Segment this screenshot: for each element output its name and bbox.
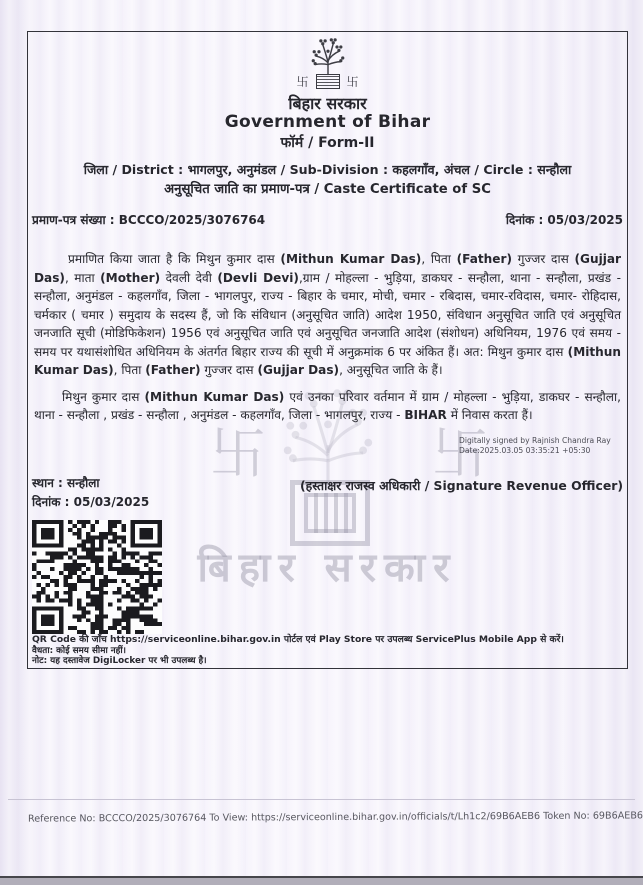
revenue-officer-signature-line: (हस्ताक्षर राजस्व अधिकारी / Signature Revenue Officer) [300,478,623,493]
certificate-title: अनुसूचित जाति का प्रमाण-पत्र / Caste Certificate of SC [164,182,491,197]
digital-signature-signer: Digitally signed by Rajnish Chandra Ray [459,436,611,445]
digital-signature-date: Date:2025.03.05 03:35:21 +05:30 [459,446,591,455]
watermark-swastika-left-icon: 卐 [210,422,266,487]
certificate-paragraph-2: मिथुन कुमार दास (Mithun Kumar Das) एवं उनका परिवार वर्तमान में ग्राम / मोहल्ला - भुड़िया, डाकघर - सन्हौला, थाना - सन्हौला , प्रखंड - सन्हौला , अनुमंडल - कहलगाँव, जिला - भागलपुर, राज्य - BIHAR में निवास करता हैं। [34,389,621,422]
qr-verification-note: QR Code की जाँच https://serviceonline.bihar.gov.in पोर्टल एवं Play Store पर उपलब्ध ServicePlus Mobile App से करें। [32,634,564,645]
emblem-swastika-left-icon: 卐 [296,74,309,89]
place-line: स्थान : सन्हौला [32,476,100,490]
district-subdivision-circle-line: जिला / District : भागलपुर, अनुमंडल / Sub-Division : कहलगाँव, अंचल / Circle : सन्हौला [83,162,572,177]
emblem-swastika-right-icon: 卐 [346,74,359,89]
government-title-english: Government of Bihar [224,112,431,132]
reference-separator-line [8,799,635,800]
certificate-number: प्रमाण-पत्र संख्या : BCCCO/2025/3076764 [32,213,266,227]
certificate-body [34,250,621,425]
certificate-paragraph-1: प्रमाणित किया जाता है कि मिथुन कुमार दास (Mithun Kumar Das), पिता (Father) गुज्जर दास (Gujjar Das), माता (Mother) देवली देवी (Devli Devi),ग्राम / मोहल्ला - भुड़िया, डाकघर - सन्हौला, थाना - सन्हौला, प्रखंड - सन्हौला, अनुमंडल - कहलगाँव, जिला - भागलपुर, राज्य - बिहार के चमार, मोची, चमार - रबिदास, चमार-रविदास, चमार- रोहिदास, चर्मकार ( चमार ) समुदाय के सदस्य हैं, जो कि संविधान (अनुसूचित जाति) आदेश 1950, संविधान अनुसूचित जाति एवं अनुसूचित जनजाति सूची (मोडिफिकेशन) 1956 एवं अनुसूचित जाति एवं अनुसूचित जनजाति आदेश (संशोधन) अधिनियम, 1976 एवं समय - समय पर यथासंशोधित अधिनियम के अंतर्गत बिहार राज्य की सूची में अनुक्रमांक 6 पर अंकित हैं। अत: मिथुन कुमार दास (Mithun Kumar Das), पिता (Father) गुज्जर दास (Gujjar Das), अनुसूचित जाति के हैं। [34,252,621,377]
certificate-date: दिनांक : 05/03/2025 [505,213,623,227]
form-number-line: फॉर्म / Form-II [280,135,375,151]
watermark-emblem-box-pattern [304,493,356,533]
certificate-border-frame [27,31,628,669]
certificate-meta-row [32,211,623,228]
emblem-seal-box [316,74,340,89]
watermark-text: बिहार सरकार [197,545,458,591]
issue-date-line: दिनांक : 05/03/2025 [32,495,150,509]
scan-bottom-band [0,878,643,885]
emblem-base-row [296,74,358,89]
validity-note: वैधता: कोई समय सीमा नहीं। [32,646,126,656]
bihar-government-emblem [28,38,627,89]
digital-signature-stamp [459,436,611,456]
emblem-tree-icon [305,38,351,76]
qr-code [32,520,162,634]
government-title-hindi: बिहार सरकार [288,94,367,113]
reference-line: Reference No: BCCCO/2025/3076764 To View: https://serviceonline.bihar.gov.in/officials/t/Lh1c2/69B6AEB6 Token No: 69B6AEB6 [27,810,643,825]
watermark-swastika-right-icon: 卐 [432,422,488,487]
digilocker-note: नोट: यह दस्तावेज DigiLocker पर भी उपलब्ध है। [32,656,207,666]
